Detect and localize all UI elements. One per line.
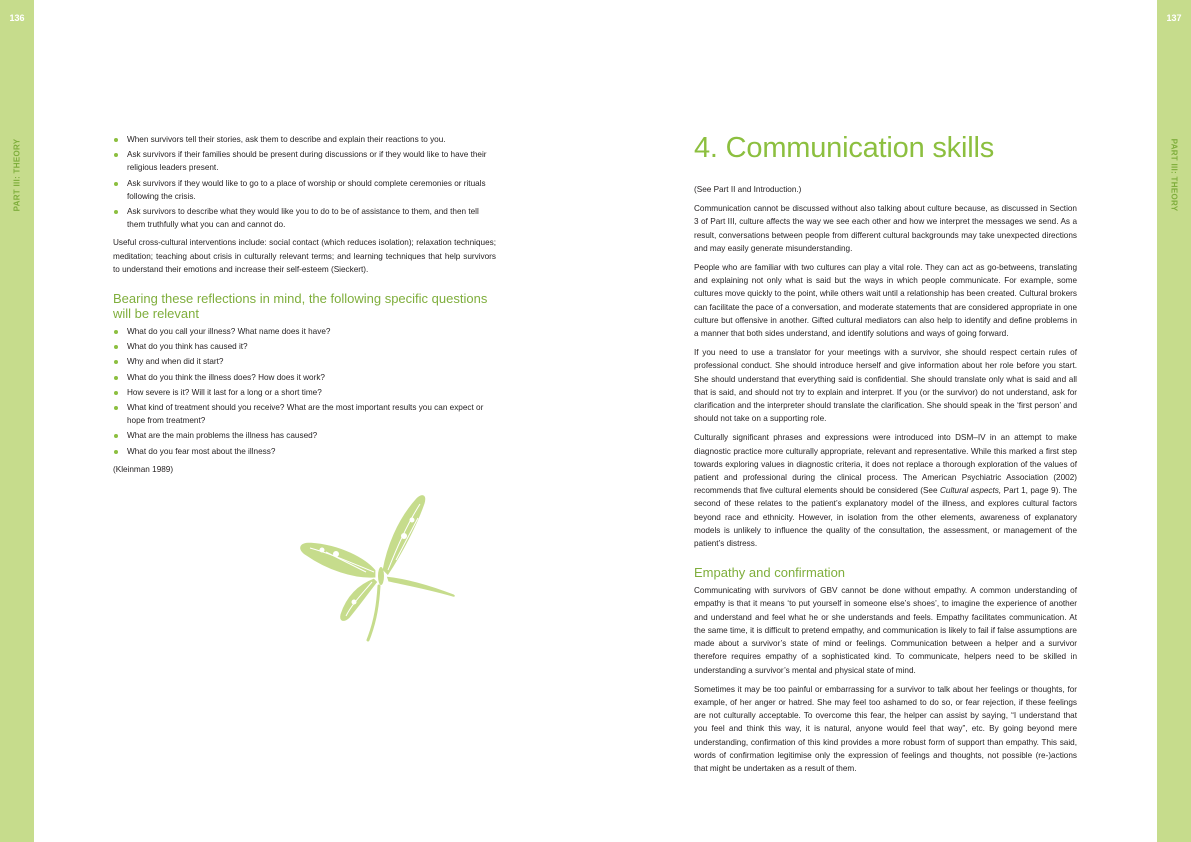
- left-page-content: [113, 133, 496, 482]
- dsm-italic-ref: Cultural aspects,: [940, 486, 1002, 496]
- left-margin-bar: [0, 0, 34, 842]
- body-paragraph: If you need to use a translator for your meetings with a survivor, she should respect certain rules of professional conduct. She should introduce herself and give information about her role before you start. She should understand that everything said is confidential. She should translate only what is said and all that is said, and should not try to explain and interpret. If you (or the survivor) do not understand, ask for clarification and the interpreter should translate the clarification. She should speak in the ‘first person’ and should not take on a supporting role.: [694, 348, 1077, 424]
- empathy-heading: Empathy and confirmation: [694, 565, 846, 581]
- intro-note: (See Part II and Introduction.): [694, 185, 802, 194]
- citation: (Kleinman 1989): [113, 464, 174, 474]
- chapter-title: 4. Communication skills: [694, 132, 994, 164]
- confirmation-paragraph: Sometimes it may be too painful or embarrassing for a survivor to talk about her feelings or thoughts, for example, of her anger or hatred. She may feel too ashamed to do so, or fear rejection, if these feelings are not culturally acceptable. To overcome this fear, the helper can assist by saying, “I understand that you feel and think this way, it is natural, anyone would feel that way”, etc. By going beyond mere understanding, confirmation of this kind provides a more robust form of support than empathy. This said, words of confirmation legitimise only the expression of feelings and thoughts, not possible (re-)actions that might be undertaken as a result of them.: [694, 684, 1077, 773]
- question-item: What do you think the illness does? How does it work?: [113, 371, 496, 384]
- empathy-paragraph: Communicating with survivors of GBV cannot be done without empathy. A common understanding of empathy is that it means ‘to put yourself in someone else’s shoes’, to imagine the experience of another and understand and feel what he or she understands and feels. Empathy facilitates communication. At the same time, it is difficult to pretend empathy, and communication is likely to fail if false assumptions are made about a survivor’s state of mind or feelings. Communication between a helper and a survivor therefore requires empathy of a sophisticated kind. To communicate, helpers need to be skilled in understanding a survivor’s mental and physical state of mind.: [694, 586, 1077, 675]
- right-margin-bar: [1157, 0, 1191, 842]
- questions-heading: Bearing these reflections in mind, the following specific questions will be relevant: [113, 291, 488, 322]
- question-item: What do you call your illness? What name does it have?: [113, 325, 496, 338]
- body-paragraph: Communication cannot be discussed without also talking about culture because, as discussed in Section 3 of Part III, culture affects the way we see each other and how we interpret the messages we send. As a result, conversations between people from different cultural backgrounds may take unexpected directions and may easily generate misunderstanding.: [694, 204, 1077, 253]
- question-item: How severe is it? Will it last for a long or a short time?: [113, 386, 496, 399]
- question-item: Why and when did it start?: [113, 355, 496, 368]
- dsm-text-b: Part 1, page 9). The second of these relates to the patient’s explanatory model of the illness, and explores cultural factors beyond race and ethnicity. However, in isolation from the other elements, awareness of explanatory models is unlikely to influence the quality of the consultation, the assessment, or management of the patient’s distress.: [694, 486, 1078, 549]
- question-item: What are the main problems the illness has caused?: [113, 429, 496, 442]
- body-paragraph: People who are familiar with two cultures can play a vital role. They can act as go-betweens, translating and explaining not only what is said but the ways in which people communicate. For example, some cultures move quickly to the point, while others wait until a relationship has been created. Cultural brokers can facilitate the pace of a conversation, and moderate statements that are considered appropriate in one culture but offensive in another. Gifted cultural mediators can also help to identify and define problems in a manner that both sides understand, and identify solutions and ways of going forward.: [694, 263, 1077, 339]
- dsm-paragraph: [694, 431, 1077, 550]
- question-item: What do you fear most about the illness?: [113, 445, 496, 458]
- right-section-label: PART III: THEORY: [1169, 138, 1179, 212]
- interventions-paragraph: Useful cross-cultural interventions include: social contact (which reduces isolation); relaxation techniques; meditation; teaching about crisis in culturally relevant terms; and learning techniques that help survivors to understand their emotions and increase their self-esteem (Sieckert).: [113, 238, 496, 274]
- advice-item: Ask survivors if their families should be present during discussions or if they would like to have their religious leaders present.: [113, 148, 496, 174]
- dsm-text-a: Culturally significant phrases and expressions were introduced into DSM–IV in an attempt to make diagnostic practice more culturally appropriate, relevant and representative. While this marked a first step towards exploring values in diagnostic criteria, it does not replace a thorough exploration of the values of patient and professional during the clinical process. The American Psychiatric Association (2002) recommends that five cultural elements should be considered (See: [694, 433, 1077, 496]
- right-page-number: 137: [1166, 13, 1182, 23]
- questions-list: [113, 325, 496, 458]
- advice-item: When survivors tell their stories, ask them to describe and explain their reactions to you.: [113, 133, 496, 146]
- advice-item: Ask survivors if they would like to go to a place of worship or should complete ceremonies or rituals following the crisis.: [113, 177, 496, 203]
- right-page-content: [694, 183, 1077, 781]
- question-item: What kind of treatment should you receive? What are the most important results you can expect or hope from treatment?: [113, 401, 496, 427]
- advice-item: Ask survivors to describe what they would like you to do to be of assistance to them, and then tell them truthfully what you can and cannot do.: [113, 205, 496, 231]
- butterfly-icon: [296, 490, 458, 646]
- left-section-label: PART III: THEORY: [12, 138, 22, 212]
- advice-list: [113, 133, 496, 231]
- question-item: What do you think has caused it?: [113, 340, 496, 353]
- left-page-number: 136: [9, 13, 25, 23]
